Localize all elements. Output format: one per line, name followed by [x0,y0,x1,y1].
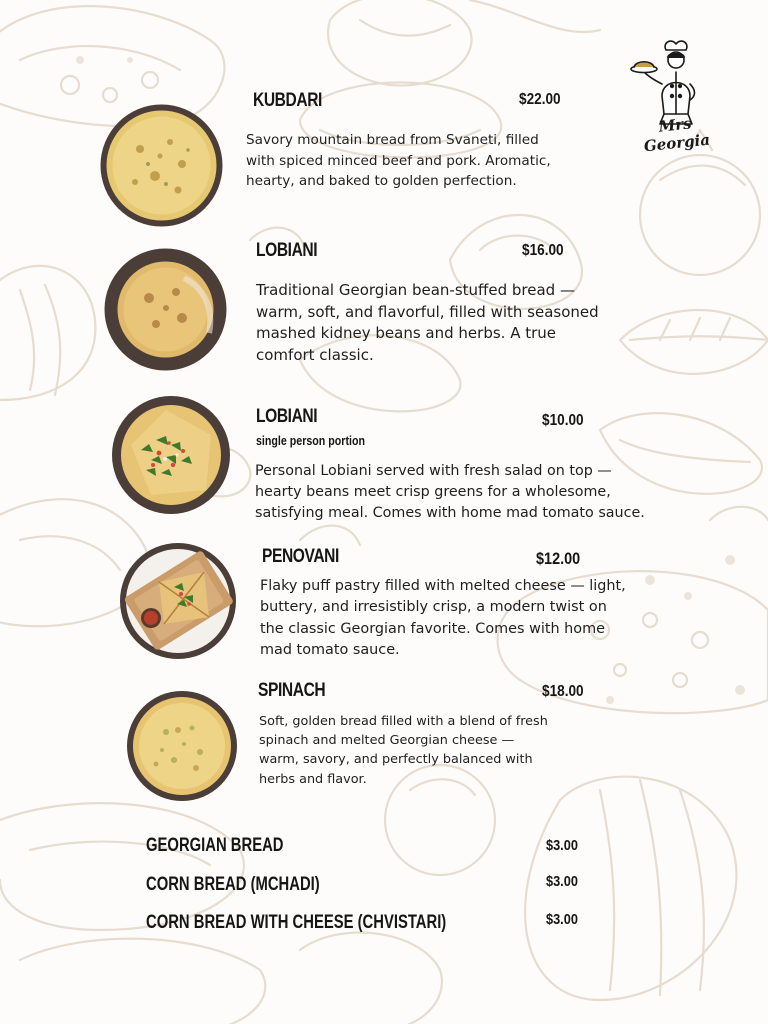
lobiani-photo [104,248,227,371]
penovani-photo [119,542,237,660]
item-name-corn-bread-cheese: CORN BREAD WITH CHEESE (CHVISTARI) [146,912,447,933]
item-price-penovani: $12.00 [536,549,581,568]
item-name-penovani: PENOVANI [262,546,339,567]
kubdari-photo [100,104,223,227]
item-name-corn-bread: CORN BREAD (MCHADI) [146,874,320,895]
item-description-lobiani: Traditional Georgian bean-stuffed bread — warm, soft, and flavorful, filled with seasoned mashed kidney beans and herbs. A true comfort classic. [256,281,599,364]
spinach-bread-photo [126,690,238,802]
item-price-lobiani: $16.00 [522,242,564,259]
logo-text: Mrs Georgia [643,114,711,156]
item-description-spinach: Soft, golden bread filled with a blend of fresh spinach and melted Georgian cheese — warm, savory, and perfectly balanced with herbs and flavor. [259,714,548,787]
lobiani-single-portion-photo [111,395,231,515]
item-price-lobiani-single: $10.00 [542,412,584,429]
item-description-kubdari: Savory mountain bread from Svaneti, filled with spiced minced beef and pork. Aromatic, hearty, and baked to golden perfection. [246,132,551,189]
item-name-kubdari: KUBDARI [253,90,322,111]
item-name-lobiani: LOBIANI [256,240,318,261]
item-subtitle-lobiani-single: single person portion [256,433,365,448]
item-price-kubdari: $22.00 [519,91,561,108]
item-price-spinach: $18.00 [542,683,584,700]
item-price-corn-bread: $3.00 [546,873,578,890]
item-name-georgian-bread: GEORGIAN BREAD [146,835,284,856]
item-name-lobiani-single: LOBIANI [256,406,318,427]
item-description-lobiani-single: Personal Lobiani served with fresh salad on top — hearty beans meet crisp greens for a wholesome, satisfying meal. Comes with home mad tomato sauce. [255,463,645,521]
item-name-spinach: SPINACH [258,680,326,701]
item-price-corn-bread-cheese: $3.00 [546,911,578,928]
item-description-penovani: Flaky puff pastry filled with melted cheese — light, buttery, and irresistibly crisp, a modern twist on the classic Georgian favorite. Comes with home mad tomato sauce. [260,578,626,659]
mrs-georgia-logo [626,36,726,156]
item-price-georgian-bread: $3.00 [546,837,578,854]
